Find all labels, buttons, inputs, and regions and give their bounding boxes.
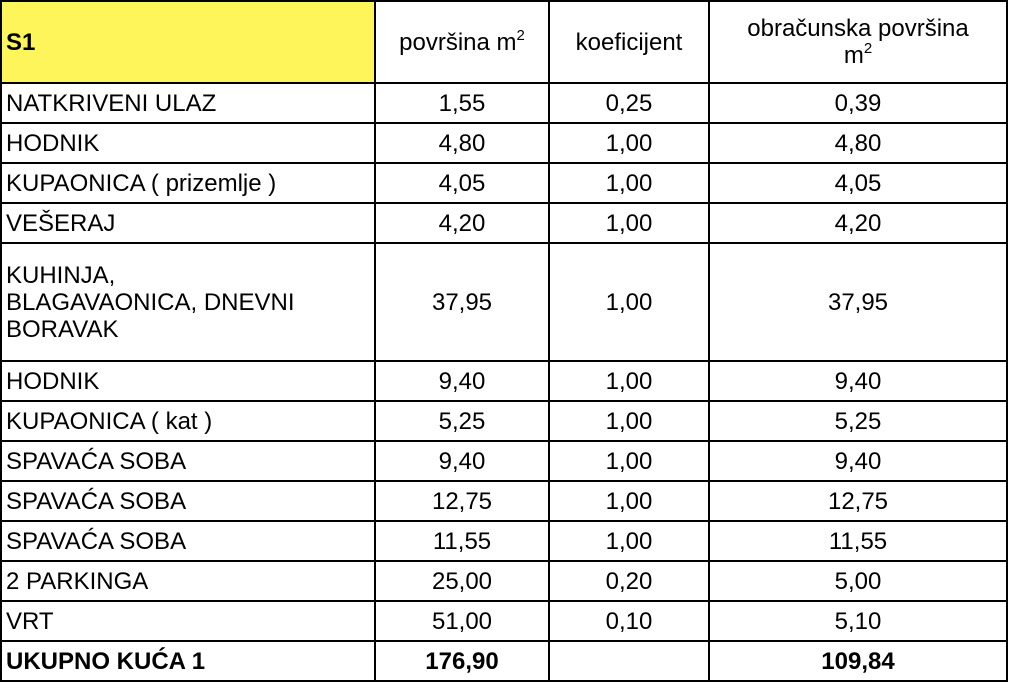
table-row — [1, 163, 1007, 203]
total-label: UKUPNO KUĆA 1 — [1, 641, 375, 681]
calculated-area-unit: m — [843, 42, 864, 69]
room-calculated-area: 11,55 — [709, 521, 1007, 561]
room-calculated-area: 12,75 — [709, 481, 1007, 521]
room-coefficient: 1,00 — [549, 123, 709, 163]
room-area: 9,40 — [375, 361, 549, 401]
total-coefficient — [549, 641, 709, 681]
room-name-line: BLAGAVAONICA, DNEVNI — [6, 288, 295, 316]
room-coefficient: 1,00 — [549, 163, 709, 203]
room-name: SPAVAĆA SOBA — [1, 441, 375, 481]
room-area: 51,00 — [375, 601, 549, 641]
table-row — [1, 83, 1007, 123]
room-name: HODNIK — [1, 361, 375, 401]
room-area: 4,05 — [375, 163, 549, 203]
room-name: SPAVAĆA SOBA — [1, 521, 375, 561]
room-name-line: KUHINJA, — [6, 261, 116, 289]
total-calculated-area: 109,84 — [709, 641, 1007, 681]
table-row — [1, 361, 1007, 401]
room-coefficient: 0,25 — [549, 83, 709, 123]
room-area: 12,75 — [375, 481, 549, 521]
room-calculated-area: 9,40 — [709, 361, 1007, 401]
area-header-exponent: 2 — [516, 26, 525, 44]
table-row — [1, 123, 1007, 163]
header-row — [1, 1, 1007, 83]
room-area: 1,55 — [375, 83, 549, 123]
room-area: 11,55 — [375, 521, 549, 561]
room-name: VRT — [1, 601, 375, 641]
room-calculated-area: 0,39 — [709, 83, 1007, 123]
total-row — [1, 641, 1007, 681]
table-row — [1, 601, 1007, 641]
room-coefficient: 1,00 — [549, 401, 709, 441]
table-row — [1, 441, 1007, 481]
room-calculated-area: 9,40 — [709, 441, 1007, 481]
room-area: 37,95 — [375, 243, 549, 361]
table-row — [1, 561, 1007, 601]
section-label: S1 — [1, 1, 375, 83]
room-coefficient: 1,00 — [549, 441, 709, 481]
room-coefficient: 1,00 — [549, 203, 709, 243]
room-name: 2 PARKINGA — [1, 561, 375, 601]
room-name: NATKRIVENI ULAZ — [1, 83, 375, 123]
calculated-area-header-unit — [716, 42, 1000, 69]
area-column-header — [375, 1, 549, 83]
table-row — [1, 481, 1007, 521]
room-calculated-area: 5,25 — [709, 401, 1007, 441]
room-calculated-area: 4,20 — [709, 203, 1007, 243]
room-name: HODNIK — [1, 123, 375, 163]
table-row — [1, 203, 1007, 243]
room-name-line: BORAVAK — [6, 315, 119, 343]
calculated-area-exponent: 2 — [863, 40, 873, 57]
room-calculated-area: 5,10 — [709, 601, 1007, 641]
room-area: 5,25 — [375, 401, 549, 441]
room-coefficient: 1,00 — [549, 481, 709, 521]
room-calculated-area: 4,80 — [709, 123, 1007, 163]
room-name: KUPAONICA ( prizemlje ) — [1, 163, 375, 203]
room-area: 25,00 — [375, 561, 549, 601]
table-row — [1, 521, 1007, 561]
room-name: SPAVAĆA SOBA — [1, 481, 375, 521]
room-coefficient: 1,00 — [549, 521, 709, 561]
calculated-area-header-text: obračunska površina — [747, 15, 969, 42]
table-row — [1, 401, 1007, 441]
room-name — [1, 243, 375, 361]
calculated-area-column-header — [709, 1, 1007, 83]
room-coefficient: 1,00 — [549, 361, 709, 401]
room-name: KUPAONICA ( kat ) — [1, 401, 375, 441]
room-area: 4,20 — [375, 203, 549, 243]
room-area: 9,40 — [375, 441, 549, 481]
table-row — [1, 243, 1007, 361]
room-calculated-area: 5,00 — [709, 561, 1007, 601]
room-calculated-area: 4,05 — [709, 163, 1007, 203]
room-calculated-area: 37,95 — [709, 243, 1007, 361]
room-coefficient: 1,00 — [549, 243, 709, 361]
area-header-text: površina m — [399, 28, 517, 56]
coefficient-column-header: koeficijent — [549, 1, 709, 83]
room-coefficient: 0,10 — [549, 601, 709, 641]
room-area: 4,80 — [375, 123, 549, 163]
room-name: VEŠERAJ — [1, 203, 375, 243]
total-area: 176,90 — [375, 641, 549, 681]
room-coefficient: 0,20 — [549, 561, 709, 601]
